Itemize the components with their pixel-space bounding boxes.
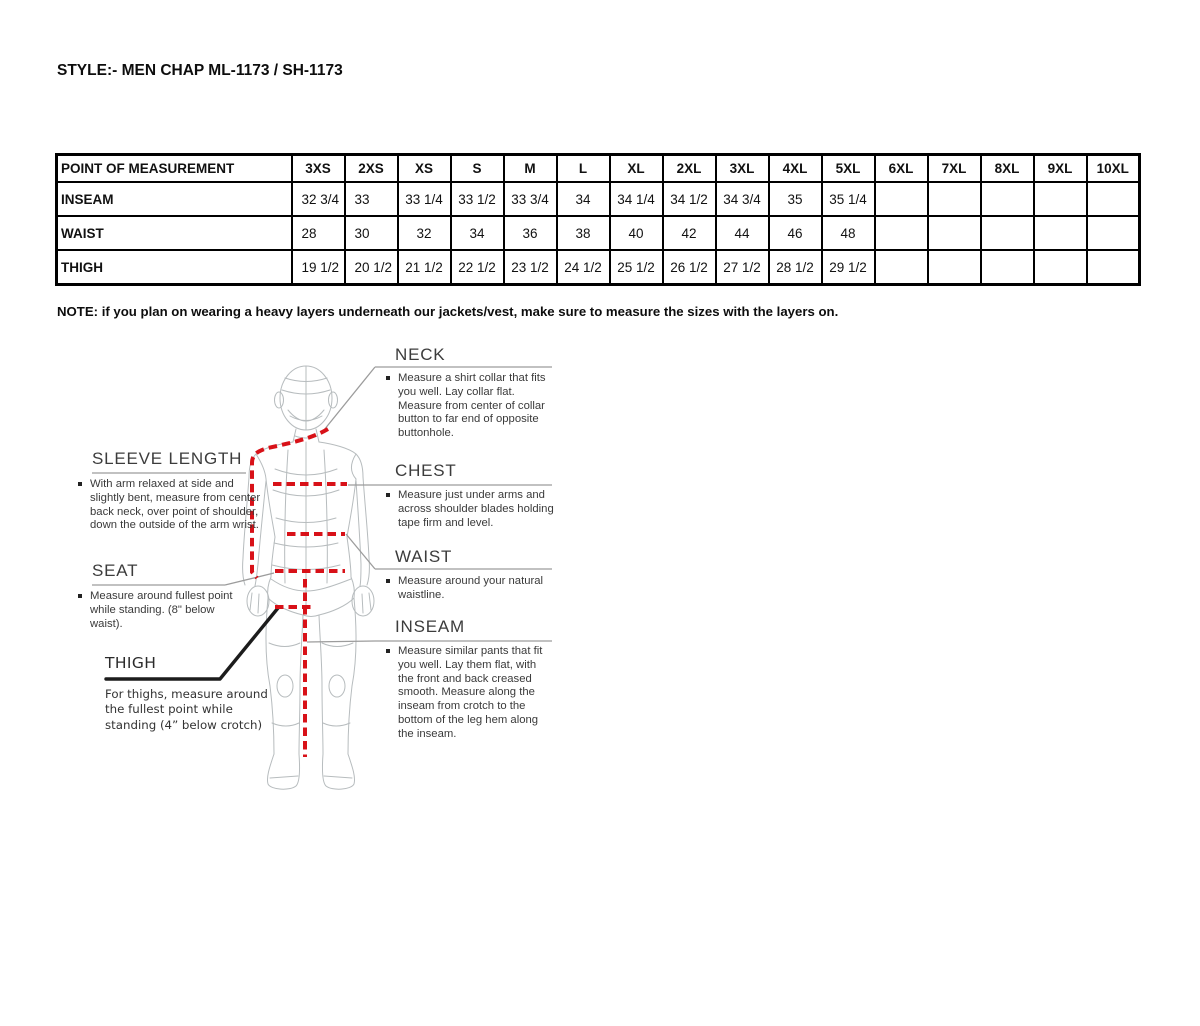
size-value-cell: 38 — [557, 216, 610, 250]
size-table — [55, 153, 1141, 286]
size-value-cell: 36 — [504, 216, 557, 250]
size-value-cell: 44 — [716, 216, 769, 250]
size-value-cell — [1087, 182, 1140, 216]
size-value-cell: 34 1/2 — [663, 182, 716, 216]
size-value-cell: 33 3/4 — [504, 182, 557, 216]
col-header-size: XS — [398, 155, 451, 183]
size-value-cell: 22 1/2 — [451, 250, 504, 285]
size-value-cell: 27 1/2 — [716, 250, 769, 285]
size-value-cell: 42 — [663, 216, 716, 250]
table-row — [57, 250, 1140, 285]
sleeve-length-label: SLEEVE LENGTH — [92, 449, 243, 468]
size-value-cell: 33 — [345, 182, 398, 216]
col-header-size: L — [557, 155, 610, 183]
sleeve-length-description: With arm relaxed at side and slightly bent, measure from center back neck, over point of shoulder, down the outside of the arm wrist. — [77, 478, 262, 533]
col-header-size: 5XL — [822, 155, 875, 183]
seat-label: SEAT — [92, 561, 139, 580]
col-header-size: 10XL — [1087, 155, 1140, 183]
size-value-cell: 30 — [345, 216, 398, 250]
size-value-cell — [981, 216, 1034, 250]
table-row — [57, 182, 1140, 216]
size-value-cell: 34 — [557, 182, 610, 216]
size-value-cell — [1034, 250, 1087, 285]
col-header-size: 4XL — [769, 155, 822, 183]
note-text: NOTE: if you plan on wearing a heavy layers underneath our jackets/vest, make sure to measure the sizes with the layers on. — [57, 304, 839, 319]
size-value-cell — [1034, 216, 1087, 250]
size-value-cell: 21 1/2 — [398, 250, 451, 285]
size-value-cell: 26 1/2 — [663, 250, 716, 285]
chest-label: CHEST — [395, 461, 457, 480]
col-header-size: 2XL — [663, 155, 716, 183]
size-value-cell: 24 1/2 — [557, 250, 610, 285]
row-label: INSEAM — [57, 182, 292, 216]
row-label: THIGH — [57, 250, 292, 285]
size-value-cell: 34 1/4 — [610, 182, 663, 216]
inseam-description: Measure similar pants that fit you well. Lay them flat, with the front and back creased smooth. Measure along the inseam from crotch to the bottom of the leg hem along the inseam. — [385, 645, 554, 742]
col-header-size: S — [451, 155, 504, 183]
header-row — [57, 155, 1140, 183]
size-value-cell: 23 1/2 — [504, 250, 557, 285]
size-value-cell: 34 3/4 — [716, 182, 769, 216]
thigh-description: For thighs, measure around the fullest point while standing (4” below crotch) — [105, 687, 268, 732]
size-value-cell: 46 — [769, 216, 822, 250]
waist-label: WAIST — [395, 547, 453, 566]
size-value-cell — [875, 182, 928, 216]
chest-description: Measure just under arms and across shoulder blades holding tape firm and level. — [385, 489, 566, 530]
size-value-cell: 25 1/2 — [610, 250, 663, 285]
inseam-label: INSEAM — [395, 617, 465, 636]
size-value-cell: 35 — [769, 182, 822, 216]
size-value-cell — [875, 216, 928, 250]
size-value-cell: 34 — [451, 216, 504, 250]
size-value-cell: 32 3/4 — [292, 182, 345, 216]
size-value-cell: 35 1/4 — [822, 182, 875, 216]
waist-description: Measure around your natural waistline. — [385, 575, 548, 603]
col-header-size: 8XL — [981, 155, 1034, 183]
size-value-cell: 33 1/2 — [451, 182, 504, 216]
size-table-header — [57, 155, 1140, 183]
size-value-cell — [928, 216, 981, 250]
thigh-label: THIGH — [105, 654, 157, 672]
size-value-cell — [1087, 216, 1140, 250]
size-table-body — [57, 182, 1140, 285]
seat-description: Measure around fullest point while standing. (8" below waist). — [77, 590, 242, 631]
size-value-cell: 29 1/2 — [822, 250, 875, 285]
col-header-size: 9XL — [1034, 155, 1087, 183]
size-value-cell: 48 — [822, 216, 875, 250]
size-value-cell: 20 1/2 — [345, 250, 398, 285]
col-header-size: 3XS — [292, 155, 345, 183]
measurement-diagram — [62, 338, 556, 808]
size-value-cell — [928, 250, 981, 285]
page-title: STYLE:- MEN CHAP ML-1173 / SH-1173 — [57, 62, 343, 79]
size-value-cell: 32 — [398, 216, 451, 250]
table-row — [57, 216, 1140, 250]
size-value-cell: 28 1/2 — [769, 250, 822, 285]
col-header-size: XL — [610, 155, 663, 183]
col-header-size: 6XL — [875, 155, 928, 183]
size-value-cell — [928, 182, 981, 216]
col-header-size: 7XL — [928, 155, 981, 183]
size-value-cell — [1087, 250, 1140, 285]
size-value-cell: 19 1/2 — [292, 250, 345, 285]
size-value-cell — [875, 250, 928, 285]
col-header-point-of-measurement: POINT OF MEASUREMENT — [57, 155, 292, 183]
size-value-cell: 33 1/4 — [398, 182, 451, 216]
size-value-cell — [981, 182, 1034, 216]
neck-label: NECK — [395, 345, 446, 364]
col-header-size: 3XL — [716, 155, 769, 183]
row-label: WAIST — [57, 216, 292, 250]
col-header-size: M — [504, 155, 557, 183]
size-value-cell — [981, 250, 1034, 285]
size-value-cell: 28 — [292, 216, 345, 250]
neck-description: Measure a shirt collar that fits you well. Lay collar flat. Measure from center of collar button to far end of opposite buttonhole. — [385, 372, 550, 441]
col-header-size: 2XS — [345, 155, 398, 183]
size-value-cell: 40 — [610, 216, 663, 250]
size-value-cell — [1034, 182, 1087, 216]
